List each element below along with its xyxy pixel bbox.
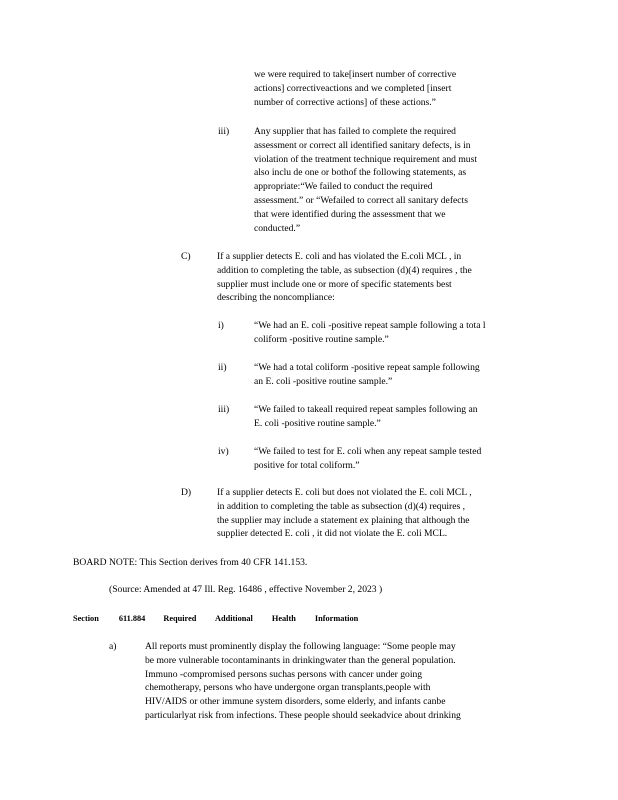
text-line: supplier detected E. coli , it did not violate the E. coli MCL. <box>217 528 448 540</box>
text-line: be more vulnerable tocontaminants in drinkingwater than the general population. <box>145 654 456 666</box>
board-note-text: BOARD NOTE: This Section derives from 40 CFR 141.153. <box>73 557 308 568</box>
section-title: Required Additional Health Information <box>163 614 359 623</box>
text-line: particularlyat risk from infections. These people should seekadvice about drinking <box>145 709 461 721</box>
item-ii-paragraph <box>254 361 480 389</box>
text-line: positive for total coliform.” <box>254 459 360 471</box>
item-label-iii: iii) <box>218 126 230 137</box>
text-line: If a supplier detects E. coli but does not violated the E. coli MCL , <box>217 487 472 498</box>
item-iii-paragraph <box>254 125 477 235</box>
text-line: conducted.” <box>254 222 301 234</box>
item-label-iv: iv) <box>218 446 229 457</box>
source-text: (Source: Amended at 47 Ill. Reg. 16486 , effective November 2, 2023 ) <box>109 584 383 595</box>
text-line: also inclu de one or bothof the following statements, as <box>254 167 467 179</box>
text-line: assessment.” or “Wefailed to correct all sanitary defects <box>254 194 468 206</box>
item-iv-paragraph <box>254 445 481 473</box>
text-line: the supplier may include a statement ex plaining that although the <box>217 514 470 526</box>
item-label-i: i) <box>218 320 224 331</box>
item-d-paragraph <box>217 486 472 541</box>
text-line: “We failed to test for E. coli when any repeat sample tested <box>254 446 482 457</box>
text-line: we were required to take[insert number of corrective <box>254 69 457 80</box>
text-line: describing the noncompliance: <box>217 292 335 304</box>
text-line: supplier must include one or more of specific statements best <box>217 278 452 290</box>
board-note <box>73 556 307 570</box>
text-line: Immuno -compromised persons suchas persons with cancer under going <box>145 668 423 680</box>
text-line: violation of the treatment technique requirement and must <box>254 153 477 165</box>
item-label-iii-second: iii) <box>218 404 230 415</box>
text-line: number of corrective actions] of these actions.” <box>254 96 436 108</box>
continuation-paragraph <box>254 68 456 109</box>
item-iii-second-paragraph <box>254 403 478 431</box>
section-heading <box>73 612 358 626</box>
text-line: actions] correctiveactions and we completed [insert <box>254 82 452 94</box>
text-line: All reports must prominently display the following language: “Some people may <box>145 641 456 652</box>
item-label-a: a) <box>109 641 117 652</box>
text-line: coliform -positive routine sample.” <box>254 333 389 345</box>
item-c-paragraph <box>217 250 472 305</box>
text-line: “We had a total coliform -positive repeat sample following <box>254 362 480 373</box>
text-line: chemotherapy, persons who have undergone organ transplants,people with <box>145 682 431 694</box>
item-a-paragraph <box>145 640 461 723</box>
text-line: If a supplier detects E. coli and has violated the E.coli MCL , in <box>217 251 462 262</box>
text-line: addition to completing the table, as subsection (d)(4) requires , the <box>217 264 472 276</box>
item-label-d: D) <box>181 487 192 498</box>
section-number: 611.884 <box>118 614 146 623</box>
text-line: Any supplier that has failed to complete the required <box>254 126 456 137</box>
text-line: that were identified during the assessment that we <box>254 208 446 220</box>
text-line: HIV/AIDS or other immune system disorders, some elderly, and infants canbe <box>145 696 446 708</box>
item-i-paragraph <box>254 319 486 347</box>
source-note <box>109 583 382 597</box>
item-label-ii: ii) <box>218 362 227 373</box>
text-line: appropriate:“We failed to conduct the required <box>254 181 433 193</box>
text-line: “We had an E. coli -positive repeat sample following a tota l <box>254 320 486 331</box>
text-line: an E. coli -positive routine sample.” <box>254 375 393 387</box>
text-line: in addition to completing the table as subsection (d)(4) requires , <box>217 500 466 512</box>
text-line: assessment or correct all identified sanitary defects, is in <box>254 139 471 151</box>
item-label-c: C) <box>181 251 191 262</box>
text-line: E. coli -positive routine sample.” <box>254 417 381 429</box>
section-word: Section <box>73 614 99 623</box>
text-line: “We failed to takeall required repeat samples following an <box>254 404 478 415</box>
